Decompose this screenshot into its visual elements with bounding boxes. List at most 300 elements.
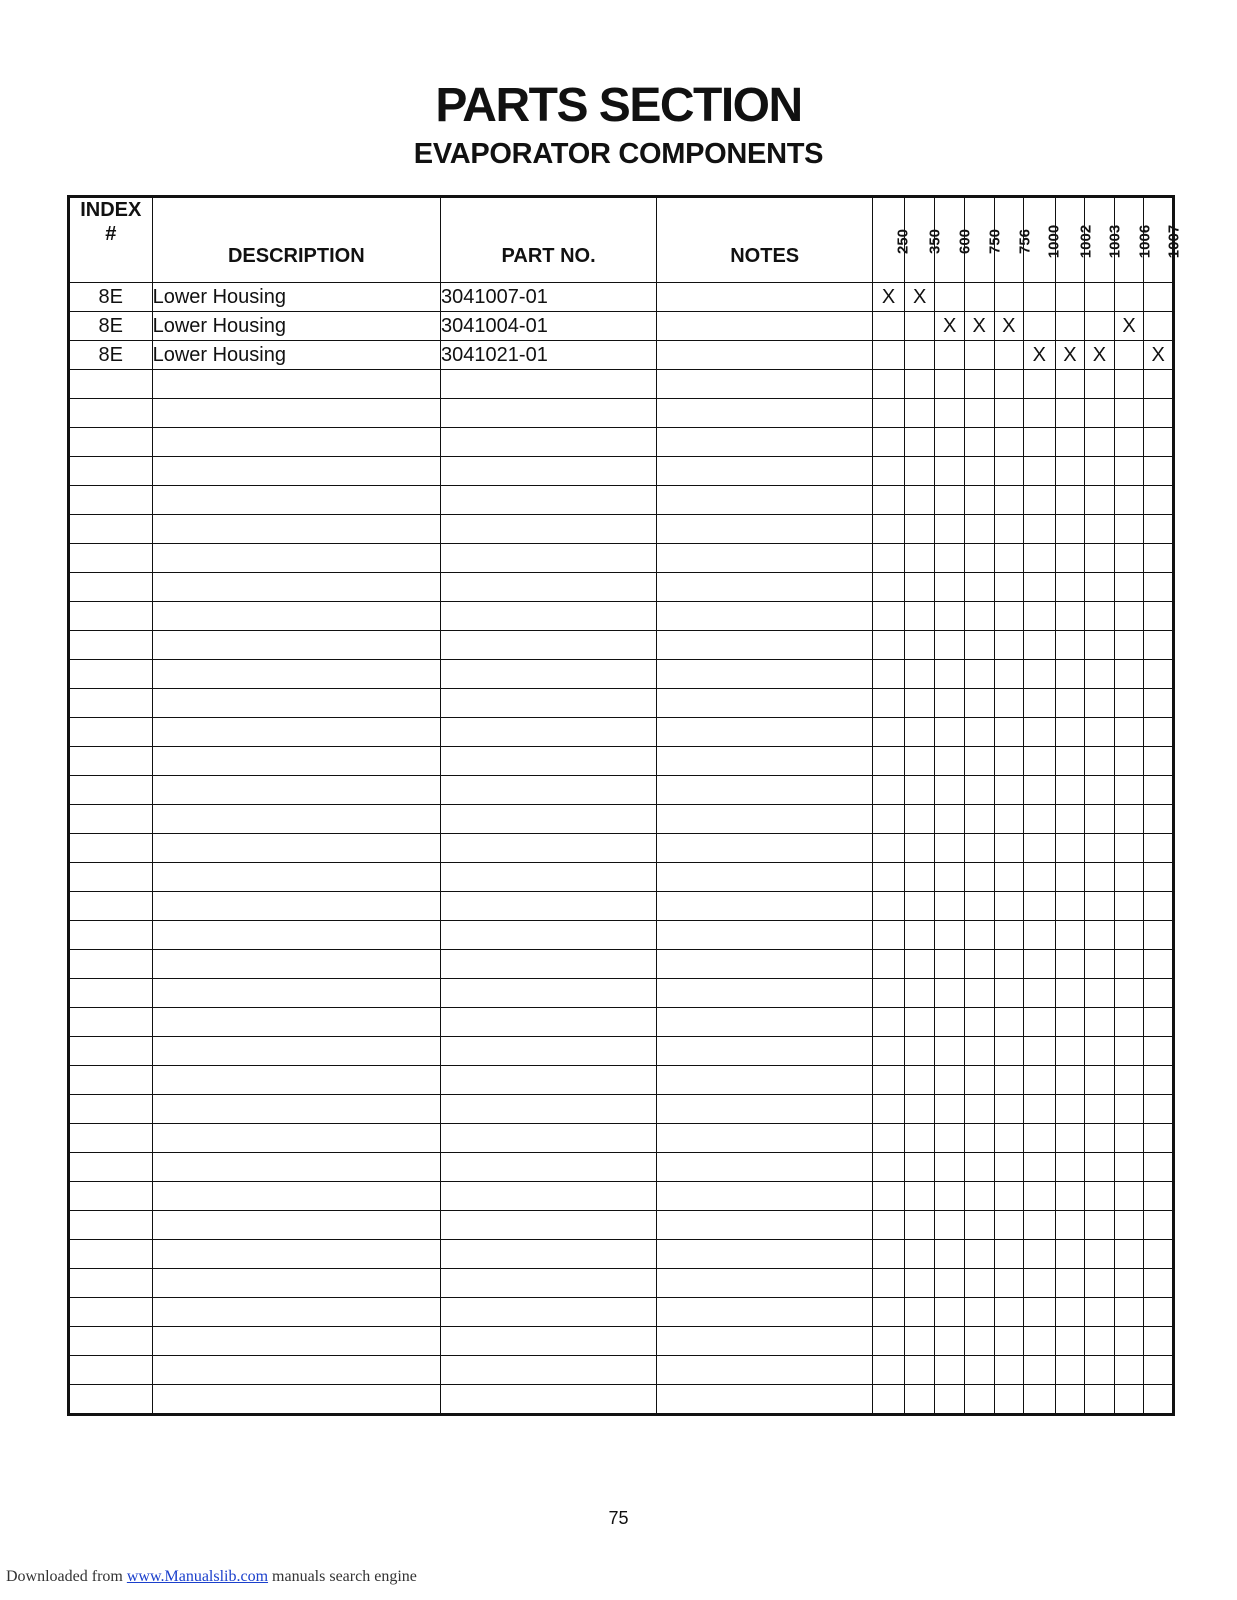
empty-cell: [657, 747, 873, 776]
empty-cell: [994, 1037, 1024, 1066]
empty-cell: [69, 1211, 153, 1240]
empty-cell: [1114, 428, 1144, 457]
empty-cell: [1144, 1240, 1174, 1269]
model-label: 1002: [1077, 224, 1095, 258]
empty-cell: [152, 1153, 440, 1182]
empty-cell: [1144, 1008, 1174, 1037]
empty-table-row: [69, 1356, 1174, 1385]
empty-cell: [69, 399, 153, 428]
empty-cell: [441, 892, 657, 921]
empty-cell: [964, 1327, 994, 1356]
empty-cell: [964, 950, 994, 979]
model-header-250: [873, 197, 912, 283]
model-label: 1000: [1045, 224, 1063, 258]
empty-cell: [873, 1095, 905, 1124]
empty-cell: [657, 1008, 873, 1037]
empty-table-row: [69, 1327, 1174, 1356]
empty-cell: [1055, 457, 1085, 486]
empty-cell: [1114, 399, 1144, 428]
empty-table-row: [69, 399, 1174, 428]
empty-cell: [1085, 1008, 1115, 1037]
empty-cell: [1055, 1037, 1085, 1066]
empty-cell: [152, 921, 440, 950]
empty-cell: [1144, 1153, 1174, 1182]
empty-cell: [964, 921, 994, 950]
empty-cell: [1055, 1211, 1085, 1240]
empty-cell: [1055, 399, 1085, 428]
empty-cell: [1085, 1269, 1115, 1298]
empty-cell: [441, 1327, 657, 1356]
empty-table-row: [69, 863, 1174, 892]
empty-cell: [152, 689, 440, 718]
empty-cell: [441, 399, 657, 428]
empty-cell: [1144, 370, 1174, 399]
empty-cell: [1055, 747, 1085, 776]
empty-cell: [1144, 602, 1174, 631]
empty-cell: [873, 1182, 905, 1211]
empty-cell: [964, 892, 994, 921]
manualslib-link[interactable]: www.Manualslib.com: [126, 1568, 269, 1585]
empty-cell: [935, 805, 965, 834]
empty-cell: [152, 1211, 440, 1240]
empty-cell: [152, 573, 440, 602]
empty-table-row: [69, 718, 1174, 747]
empty-cell: [994, 1298, 1024, 1327]
empty-cell: [1055, 1182, 1085, 1211]
empty-cell: [441, 1269, 657, 1298]
empty-cell: [441, 1240, 657, 1269]
empty-cell: [1114, 1356, 1144, 1385]
empty-cell: [441, 1066, 657, 1095]
model-mark-cell: [994, 283, 1024, 312]
empty-cell: [1055, 1327, 1085, 1356]
empty-cell: [935, 1356, 965, 1385]
empty-cell: [964, 1095, 994, 1124]
empty-cell: [441, 1356, 657, 1385]
empty-cell: [152, 979, 440, 1008]
empty-cell: [994, 399, 1024, 428]
empty-cell: [873, 892, 905, 921]
model-mark-cell: X: [1085, 341, 1115, 370]
empty-cell: [1055, 1356, 1085, 1385]
empty-cell: [1024, 1327, 1056, 1356]
empty-cell: [1024, 892, 1056, 921]
empty-cell: [1085, 805, 1115, 834]
empty-cell: [873, 428, 905, 457]
empty-cell: [441, 747, 657, 776]
empty-cell: [657, 950, 873, 979]
empty-cell: [964, 1385, 994, 1415]
empty-cell: [441, 1385, 657, 1415]
empty-cell: [964, 1153, 994, 1182]
empty-cell: [1024, 1298, 1056, 1327]
empty-cell: [1055, 1269, 1085, 1298]
empty-cell: [1114, 1327, 1144, 1356]
empty-cell: [904, 1066, 935, 1095]
empty-cell: [152, 1327, 440, 1356]
empty-cell: [873, 921, 905, 950]
empty-cell: [1024, 921, 1056, 950]
empty-cell: [152, 1066, 440, 1095]
part-no-header: PART NO.: [441, 197, 657, 283]
empty-table-row: [69, 428, 1174, 457]
empty-cell: [657, 457, 873, 486]
model-label: 1007: [1165, 224, 1183, 258]
empty-cell: [1085, 1095, 1115, 1124]
empty-cell: [904, 979, 935, 1008]
empty-cell: [1024, 776, 1056, 805]
empty-cell: [657, 892, 873, 921]
empty-cell: [657, 1356, 873, 1385]
empty-cell: [1055, 573, 1085, 602]
empty-cell: [964, 457, 994, 486]
empty-cell: [69, 631, 153, 660]
empty-cell: [1024, 457, 1056, 486]
empty-cell: [935, 631, 965, 660]
empty-cell: [69, 805, 153, 834]
empty-cell: [904, 602, 935, 631]
model-mark-cell: X: [1055, 341, 1085, 370]
empty-cell: [935, 1269, 965, 1298]
empty-table-row: [69, 370, 1174, 399]
empty-cell: [657, 1066, 873, 1095]
empty-cell: [1114, 1211, 1144, 1240]
empty-cell: [964, 486, 994, 515]
empty-cell: [69, 602, 153, 631]
empty-cell: [994, 631, 1024, 660]
empty-cell: [904, 1037, 935, 1066]
empty-cell: [1144, 660, 1174, 689]
empty-cell: [1144, 776, 1174, 805]
empty-cell: [1085, 1037, 1115, 1066]
empty-cell: [1114, 1124, 1144, 1153]
empty-cell: [964, 1356, 994, 1385]
empty-cell: [1114, 457, 1144, 486]
model-mark-cell: X: [964, 312, 994, 341]
empty-cell: [935, 1211, 965, 1240]
empty-cell: [441, 776, 657, 805]
empty-cell: [873, 573, 905, 602]
empty-table-row: [69, 747, 1174, 776]
empty-cell: [441, 515, 657, 544]
empty-cell: [904, 1356, 935, 1385]
empty-cell: [1085, 515, 1115, 544]
empty-cell: [657, 602, 873, 631]
empty-cell: [1144, 457, 1174, 486]
empty-cell: [935, 1124, 965, 1153]
empty-cell: [1085, 1124, 1115, 1153]
empty-cell: [152, 776, 440, 805]
empty-cell: [441, 834, 657, 863]
empty-cell: [1085, 457, 1115, 486]
empty-cell: [1144, 921, 1174, 950]
empty-cell: [935, 370, 965, 399]
model-mark-cell: [935, 283, 965, 312]
empty-cell: [1024, 1095, 1056, 1124]
model-mark-cell: [1144, 283, 1174, 312]
empty-cell: [1055, 950, 1085, 979]
empty-cell: [152, 399, 440, 428]
empty-cell: [935, 747, 965, 776]
empty-cell: [1085, 544, 1115, 573]
empty-cell: [1024, 1385, 1056, 1415]
empty-cell: [69, 1269, 153, 1298]
empty-cell: [657, 776, 873, 805]
empty-cell: [904, 1385, 935, 1415]
empty-cell: [1114, 834, 1144, 863]
empty-cell: [657, 1269, 873, 1298]
empty-cell: [1144, 950, 1174, 979]
empty-cell: [441, 1211, 657, 1240]
empty-cell: [935, 486, 965, 515]
empty-cell: [69, 370, 153, 399]
empty-cell: [441, 602, 657, 631]
model-mark-cell: [873, 341, 905, 370]
empty-cell: [441, 979, 657, 1008]
empty-cell: [1024, 747, 1056, 776]
empty-cell: [904, 457, 935, 486]
empty-cell: [904, 486, 935, 515]
empty-cell: [964, 1008, 994, 1037]
empty-cell: [935, 1037, 965, 1066]
empty-cell: [873, 1124, 905, 1153]
table-row: [69, 283, 1174, 312]
empty-cell: [152, 428, 440, 457]
empty-cell: [873, 1066, 905, 1095]
empty-cell: [994, 1269, 1024, 1298]
empty-cell: [657, 689, 873, 718]
empty-cell: [964, 1298, 994, 1327]
empty-cell: [657, 660, 873, 689]
model-label: 600: [956, 228, 974, 254]
empty-cell: [994, 892, 1024, 921]
empty-cell: [904, 1327, 935, 1356]
empty-cell: [1144, 486, 1174, 515]
empty-cell: [994, 747, 1024, 776]
model-mark-cell: X: [1114, 312, 1144, 341]
empty-cell: [1085, 631, 1115, 660]
model-mark-cell: [1144, 312, 1174, 341]
model-mark-cell: [1085, 283, 1115, 312]
empty-cell: [657, 544, 873, 573]
empty-cell: [1085, 863, 1115, 892]
empty-cell: [994, 457, 1024, 486]
empty-cell: [69, 1240, 153, 1269]
empty-cell: [904, 1095, 935, 1124]
empty-cell: [904, 689, 935, 718]
empty-cell: [69, 863, 153, 892]
empty-cell: [994, 1327, 1024, 1356]
empty-cell: [1114, 1385, 1144, 1415]
empty-cell: [904, 1298, 935, 1327]
empty-table-row: [69, 776, 1174, 805]
empty-cell: [935, 544, 965, 573]
empty-cell: [657, 1124, 873, 1153]
empty-cell: [994, 950, 1024, 979]
empty-cell: [1114, 1008, 1144, 1037]
empty-cell: [1144, 544, 1174, 573]
empty-cell: [964, 1240, 994, 1269]
empty-cell: [904, 1240, 935, 1269]
empty-cell: [1055, 486, 1085, 515]
empty-cell: [657, 1240, 873, 1269]
part-no-cell: 3041007-01: [441, 283, 657, 312]
empty-cell: [1144, 573, 1174, 602]
empty-cell: [904, 631, 935, 660]
empty-cell: [935, 1298, 965, 1327]
empty-cell: [657, 979, 873, 1008]
footer-suffix: manuals search engine: [268, 1568, 417, 1585]
empty-cell: [152, 834, 440, 863]
table-body: [69, 283, 1174, 1415]
empty-cell: [964, 602, 994, 631]
model-label: 756: [1016, 228, 1033, 254]
empty-cell: [1114, 515, 1144, 544]
empty-cell: [994, 544, 1024, 573]
empty-cell: [69, 544, 153, 573]
empty-cell: [152, 457, 440, 486]
empty-cell: [935, 979, 965, 1008]
model-label: 1003: [1106, 224, 1124, 258]
empty-cell: [964, 979, 994, 1008]
empty-cell: [69, 573, 153, 602]
empty-cell: [964, 1211, 994, 1240]
empty-cell: [964, 515, 994, 544]
empty-table-row: [69, 1269, 1174, 1298]
part-no-cell: 3041004-01: [441, 312, 657, 341]
empty-cell: [873, 370, 905, 399]
empty-cell: [935, 921, 965, 950]
empty-cell: [1055, 1240, 1085, 1269]
empty-cell: [69, 747, 153, 776]
empty-cell: [1085, 921, 1115, 950]
model-mark-cell: X: [994, 312, 1024, 341]
empty-table-row: [69, 689, 1174, 718]
empty-table-row: [69, 602, 1174, 631]
empty-cell: [657, 573, 873, 602]
empty-cell: [441, 428, 657, 457]
empty-cell: [441, 1037, 657, 1066]
empty-cell: [935, 1066, 965, 1095]
empty-table-row: [69, 1240, 1174, 1269]
empty-cell: [1114, 1066, 1144, 1095]
empty-cell: [935, 1240, 965, 1269]
empty-cell: [1144, 805, 1174, 834]
empty-cell: [964, 689, 994, 718]
empty-table-row: [69, 1037, 1174, 1066]
empty-cell: [1055, 689, 1085, 718]
index-header-line2: #: [105, 223, 117, 245]
empty-cell: [935, 602, 965, 631]
empty-cell: [994, 689, 1024, 718]
empty-cell: [1024, 1008, 1056, 1037]
empty-cell: [873, 1327, 905, 1356]
empty-cell: [1144, 747, 1174, 776]
empty-cell: [873, 776, 905, 805]
empty-cell: [904, 950, 935, 979]
empty-table-row: [69, 631, 1174, 660]
empty-cell: [152, 544, 440, 573]
empty-table-row: [69, 950, 1174, 979]
index-cell: 8E: [69, 341, 153, 370]
empty-cell: [994, 660, 1024, 689]
empty-cell: [152, 370, 440, 399]
empty-cell: [152, 863, 440, 892]
empty-cell: [657, 1211, 873, 1240]
empty-cell: [1144, 399, 1174, 428]
empty-cell: [935, 399, 965, 428]
notes-cell: [657, 312, 873, 341]
empty-cell: [904, 776, 935, 805]
empty-cell: [964, 544, 994, 573]
description-header: DESCRIPTION: [152, 197, 440, 283]
empty-cell: [1024, 950, 1056, 979]
empty-cell: [1024, 979, 1056, 1008]
empty-cell: [873, 399, 905, 428]
empty-cell: [1085, 573, 1115, 602]
empty-cell: [1114, 1153, 1144, 1182]
empty-cell: [152, 1124, 440, 1153]
empty-cell: [1144, 1385, 1174, 1415]
empty-cell: [994, 718, 1024, 747]
empty-cell: [1114, 486, 1144, 515]
empty-cell: [441, 805, 657, 834]
description-cell: Lower Housing: [152, 312, 440, 341]
empty-cell: [152, 1356, 440, 1385]
empty-cell: [1114, 660, 1144, 689]
empty-cell: [873, 805, 905, 834]
empty-table-row: [69, 1298, 1174, 1327]
empty-cell: [904, 718, 935, 747]
empty-cell: [964, 660, 994, 689]
empty-table-row: [69, 1008, 1174, 1037]
empty-cell: [657, 1095, 873, 1124]
empty-cell: [994, 1356, 1024, 1385]
empty-table-row: [69, 1385, 1174, 1415]
empty-cell: [152, 1269, 440, 1298]
empty-cell: [873, 1269, 905, 1298]
empty-cell: [1024, 834, 1056, 863]
empty-cell: [873, 457, 905, 486]
empty-cell: [1114, 1269, 1144, 1298]
empty-cell: [904, 1124, 935, 1153]
empty-cell: [1144, 1211, 1174, 1240]
empty-cell: [1114, 1298, 1144, 1327]
empty-cell: [1144, 1095, 1174, 1124]
empty-cell: [657, 631, 873, 660]
empty-cell: [441, 1153, 657, 1182]
empty-cell: [69, 834, 153, 863]
empty-cell: [657, 1037, 873, 1066]
empty-cell: [1085, 428, 1115, 457]
empty-cell: [1114, 602, 1144, 631]
empty-cell: [657, 718, 873, 747]
empty-cell: [152, 515, 440, 544]
empty-cell: [657, 805, 873, 834]
model-mark-cell: [964, 341, 994, 370]
model-mark-cell: X: [935, 312, 965, 341]
index-cell: 8E: [69, 312, 153, 341]
empty-table-row: [69, 1182, 1174, 1211]
empty-cell: [994, 776, 1024, 805]
empty-cell: [657, 370, 873, 399]
empty-cell: [657, 1298, 873, 1327]
empty-cell: [69, 428, 153, 457]
empty-cell: [69, 718, 153, 747]
empty-cell: [1055, 892, 1085, 921]
empty-cell: [904, 573, 935, 602]
empty-cell: [935, 428, 965, 457]
